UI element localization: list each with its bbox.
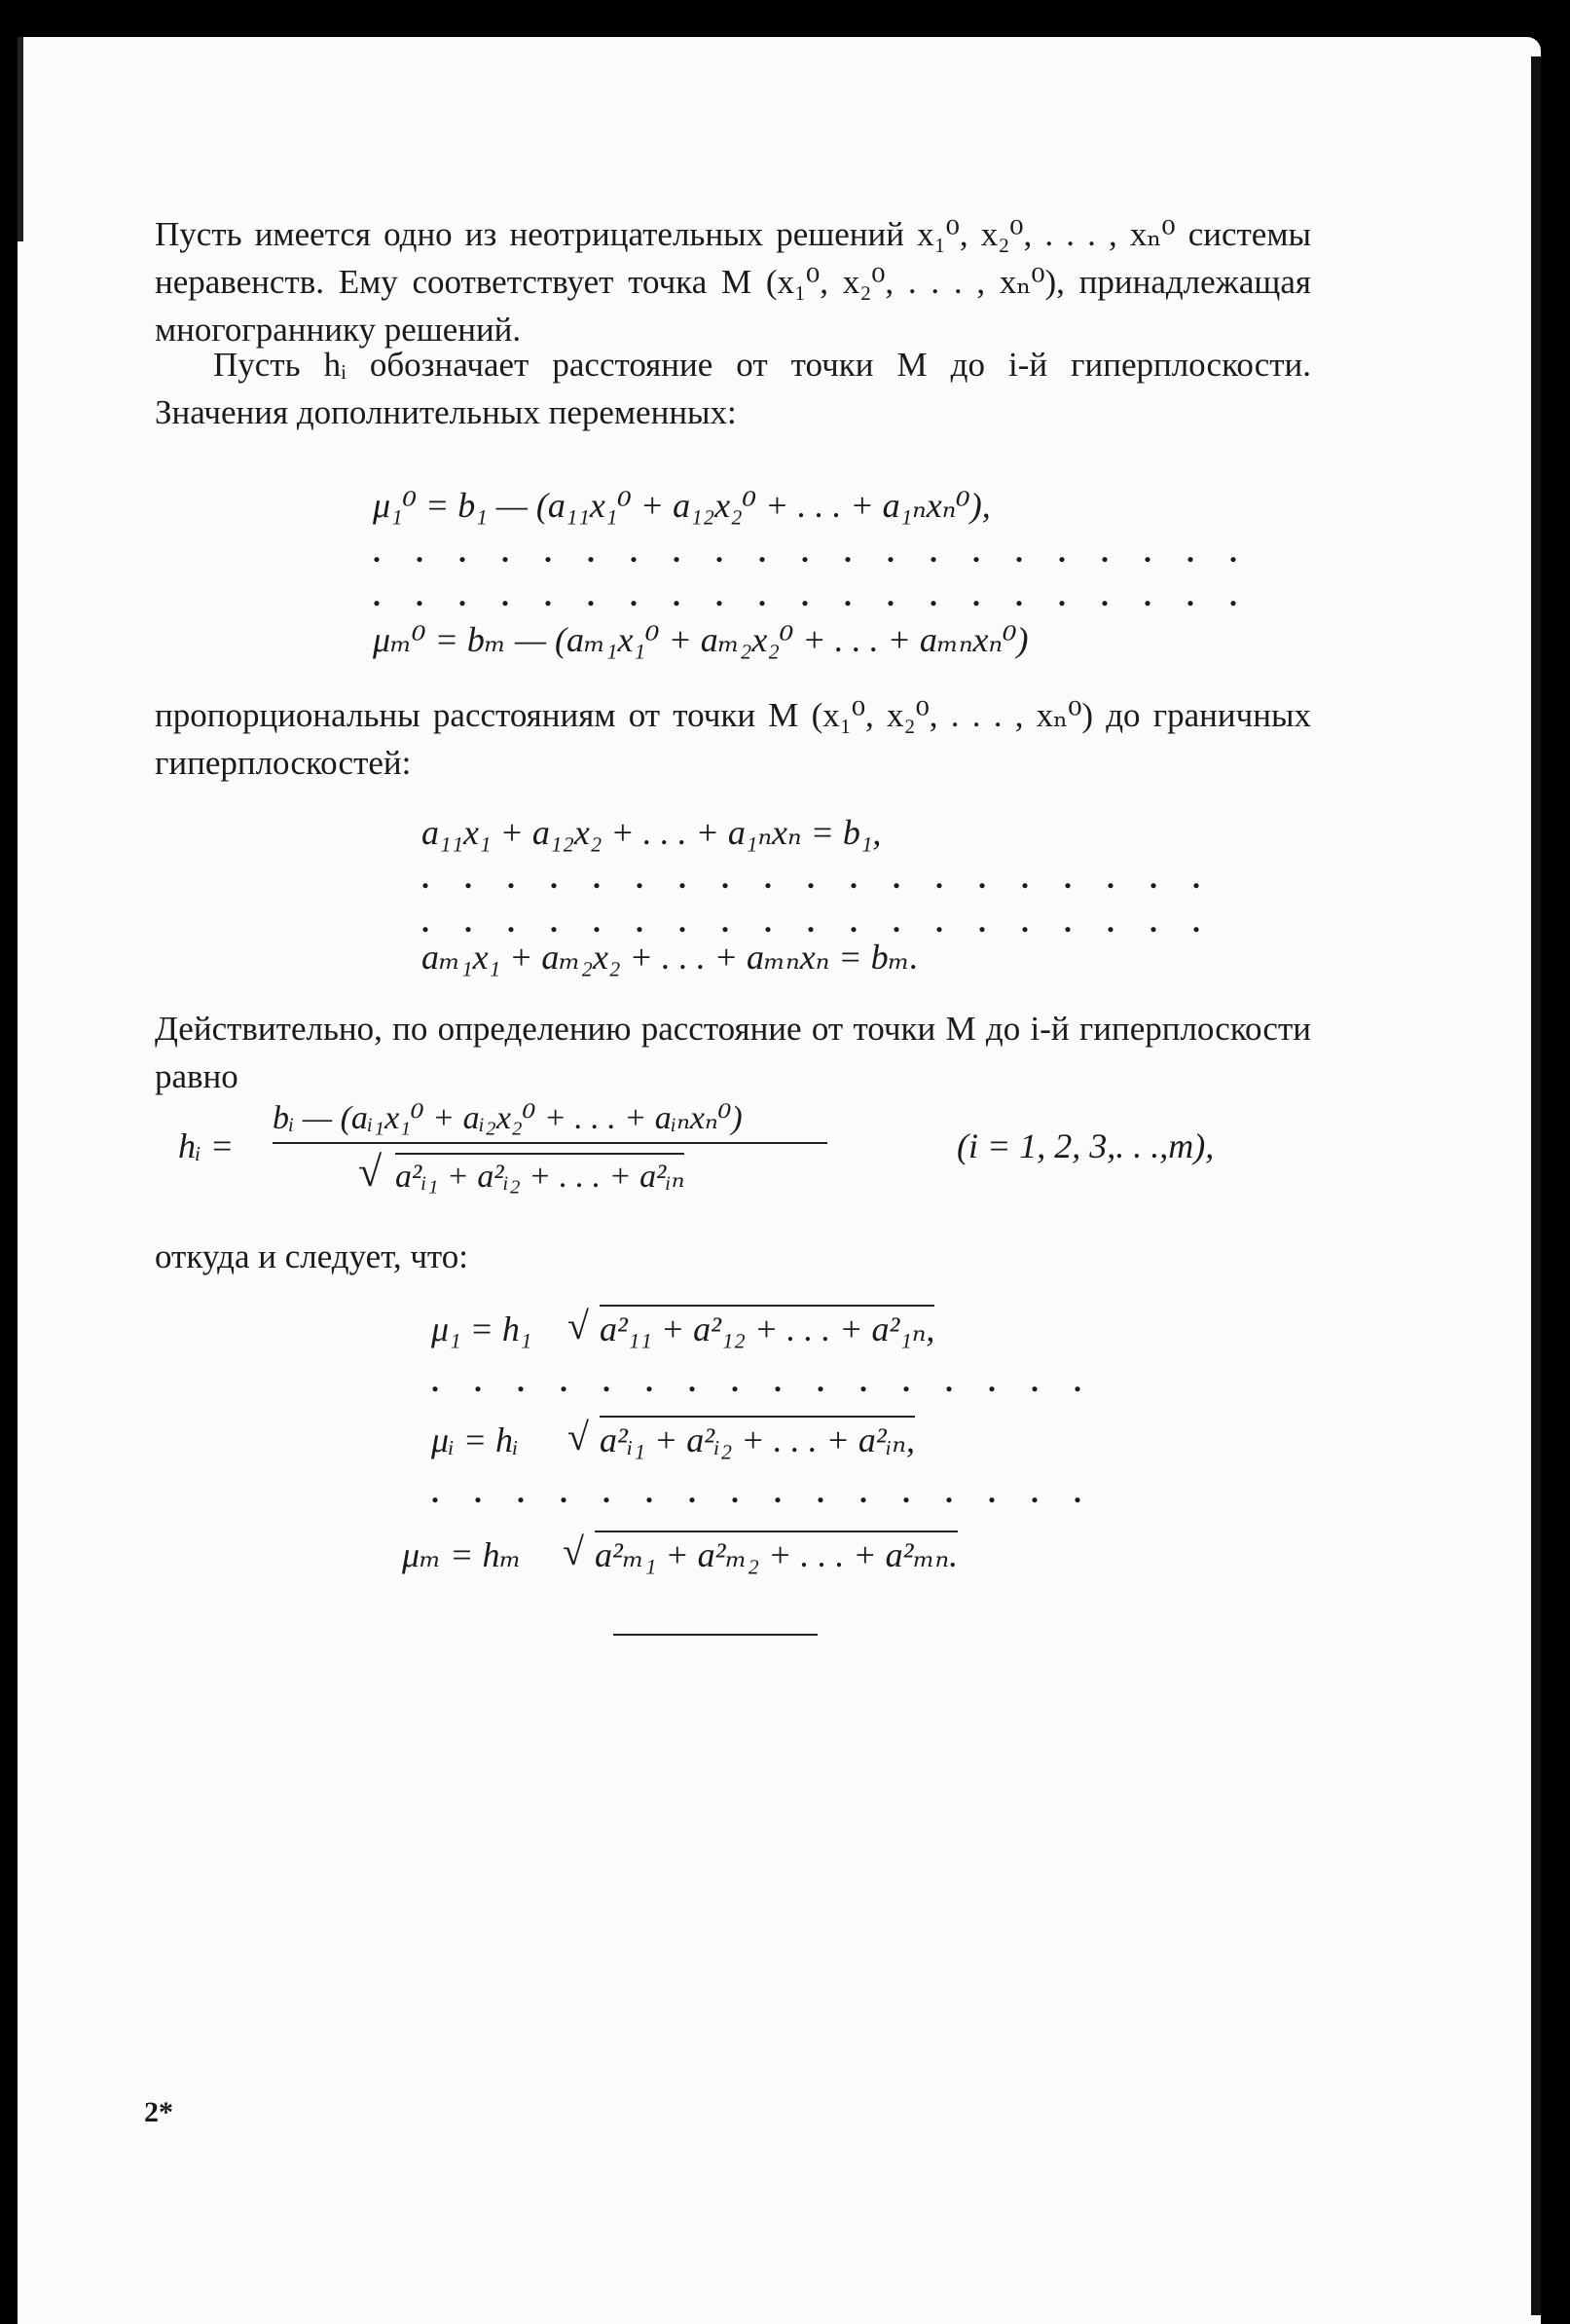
relation-m-radicand: a²ₘ₁ + a²ₘ₂ + . . . + a²ₘₙ.	[595, 1531, 958, 1575]
distance-denominator: a²ᵢ₁ + a²ᵢ₂ + . . . + a²ᵢₙ	[395, 1153, 684, 1196]
hyperplane-m: aₘ₁x₁ + aₘ₂x₂ + . . . + aₘₙxₙ = bₘ.	[421, 938, 919, 977]
paragraph-4: Действительно, по определению расстояние от точки M до i-й гиперплоскости равно	[155, 1010, 1311, 1095]
hyperplane-1: a₁₁x₁ + a₁₂x₂ + . . . + a₁ₙxₙ = b₁,	[421, 813, 882, 852]
paragraph-2: Пусть hᵢ обозначает расстояние от точки M до i-й гиперплоскости. Значения дополнительных переменных:	[155, 346, 1311, 431]
right-edge-shadow	[1531, 56, 1541, 2315]
ellipsis-row: . . . . . . . . . . . . . . . . . . . . .	[373, 577, 1251, 612]
index-range: (i = 1, 2, 3,. . .,m),	[957, 1126, 1215, 1165]
distance-lhs: hᵢ =	[178, 1126, 234, 1165]
relation-1-radicand: a²₁₁ + a²₁₂ + . . . + a²₁ₙ,	[600, 1305, 934, 1349]
fraction-bar	[273, 1142, 827, 1144]
sqrt-sign: √	[358, 1148, 383, 1196]
relation-m-lhs: μₘ = hₘ	[402, 1535, 522, 1574]
paragraph-5: откуда и следует, что:	[155, 1237, 468, 1275]
ellipsis-row: . . . . . . . . . . . . . . . . . . .	[421, 860, 1214, 895]
paragraph-3: пропорциональны расстояниям от точки M (x₁⁰, x₂⁰, . . . , xₙ⁰) до граничных гиперплоскостей:	[155, 696, 1311, 782]
relation-1-lhs: μ₁ = h₁	[431, 1310, 532, 1348]
relation-i-lhs: μᵢ = hᵢ	[431, 1420, 519, 1459]
section-end-rule	[613, 1634, 818, 1636]
paragraph-1: Пусть имеется одно из неотрицательных решений x₁⁰, x₂⁰, . . . , xₙ⁰ системы неравенств. Ему соответствует точка M (x₁⁰, x₂⁰, . . . , xₙ⁰), принадлежащая многограннику решений.	[155, 215, 1311, 349]
sqrt-sign: √	[563, 1530, 584, 1573]
ellipsis-row: . . . . . . . . . . . . . . . .	[431, 1474, 1095, 1509]
sqrt-sign: √	[567, 1415, 589, 1458]
equation-mu-m: μₘ⁰ = bₘ — (aₘ₁x₁⁰ + aₘ₂x₂⁰ + . . . + aₘₙxₙ⁰)	[373, 620, 1029, 659]
relation-i-radicand: a²ᵢ₁ + a²ᵢ₂ + . . . + a²ᵢₙ,	[600, 1416, 915, 1460]
sqrt-sign: √	[567, 1304, 589, 1347]
ellipsis-row: . . . . . . . . . . . . . . . . . . . . .	[373, 534, 1251, 569]
ellipsis-row: . . . . . . . . . . . . . . . . . . .	[421, 904, 1214, 939]
book-page	[18, 37, 1541, 2324]
distance-numerator: bᵢ — (aᵢ₁x₁⁰ + aᵢ₂x₂⁰ + . . . + aᵢₙxₙ⁰)	[273, 1100, 743, 1136]
equation-mu-1: μ₁⁰ = b₁ — (a₁₁x₁⁰ + a₁₂x₂⁰ + . . . + a₁ₙxₙ⁰),	[373, 486, 991, 525]
page-number: 2*	[144, 2096, 173, 2128]
left-edge-shadow	[18, 37, 23, 241]
ellipsis-row: . . . . . . . . . . . . . . . .	[431, 1363, 1095, 1398]
